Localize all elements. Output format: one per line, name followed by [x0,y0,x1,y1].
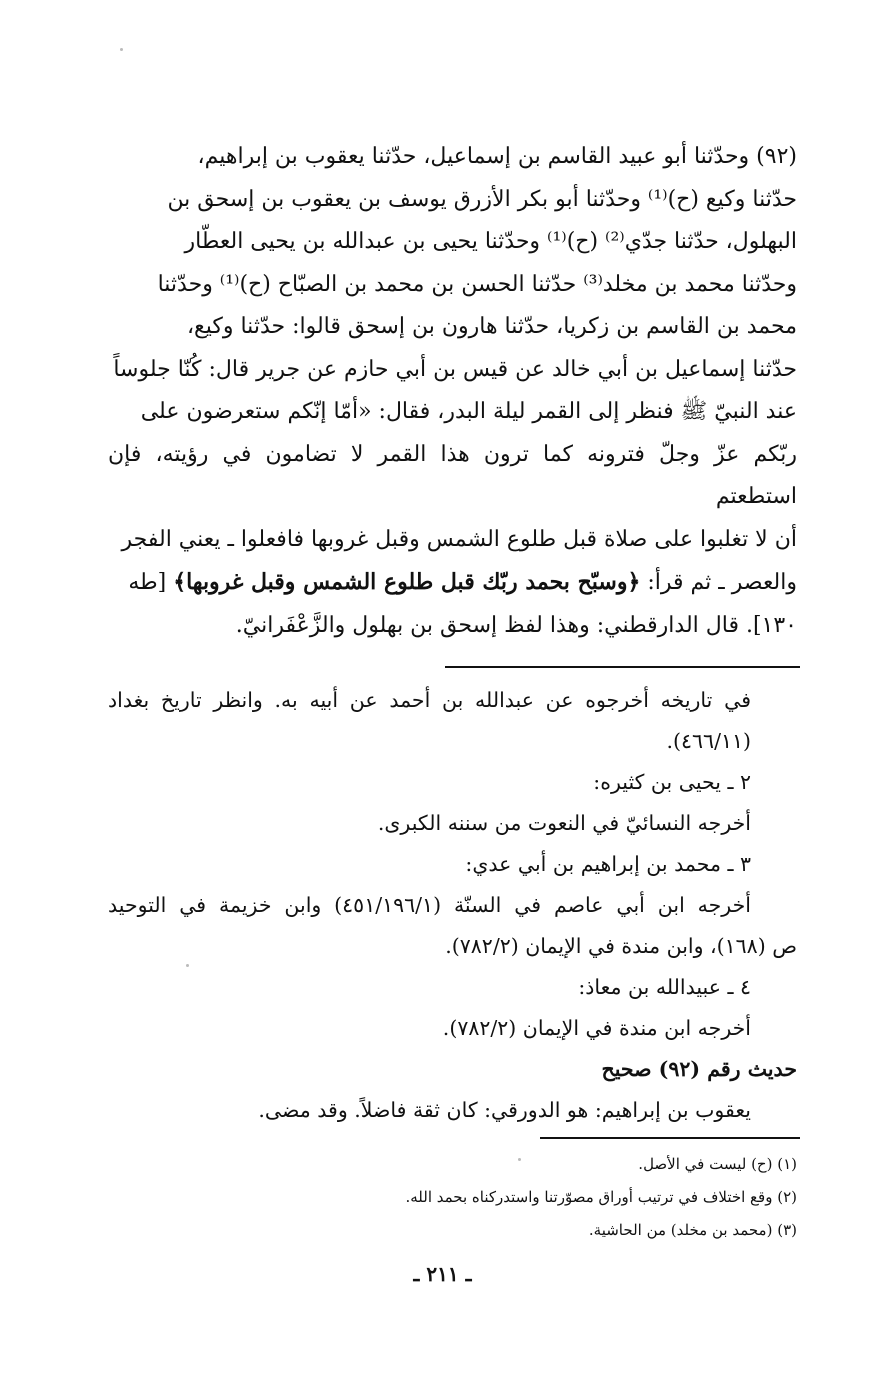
note-line: أخرجه ابن أبي عاصم في السنّة (٤٥١/١٩٦/١) وابن خزيمة في التوحيد [108,893,751,917]
hadith-text [108,136,797,647]
takhrij-notes [108,680,797,1131]
scan-speck [120,48,123,51]
hadith-line-start: والعصر ـ ثم قرأ: [640,570,797,595]
scan-speck [186,964,189,967]
note-line: أخرجه النسائيّ في النعوت من سننه الكبرى. [377,811,751,835]
notes-divider [445,666,800,668]
footnote: (١) (ح) ليست في الأصل. [638,1155,797,1173]
hadith-line: أن لا تغلبوا على صلاة قبل طلوع الشمس وقبل غروبها فافعلوا ـ يعني الفجر [121,526,797,552]
note-heading: ٣ ـ محمد بن إبراهيم بن أبي عدي: [465,852,751,876]
footnotes [108,1148,797,1247]
note-heading: ٤ ـ عبيدالله بن معاذ: [578,975,751,999]
hadith-line [108,561,797,605]
footnote: (٢) وقع اختلاف في ترتيب أوراق مصوّرتنا واستدركناه بحمد الله. [405,1188,797,1206]
hadith-line-end: [طه [128,570,174,595]
scan-speck [518,1158,521,1161]
hadith-line: حدّثنا إسماعيل بن أبي خالد عن قيس بن أبي حازم عن جرير قال: كُنّا جلوساً [113,356,797,382]
hadith-line: (٩٢) وحدّثنا أبو عبيد القاسم بن إسماعيل، حدّثنا يعقوب بن إبراهيم، [197,144,797,169]
footnotes-divider [540,1137,800,1139]
quran-quote: ﴿وسبّح بحمد ربّك قبل طلوع الشمس وقبل غروبها﴾ [173,569,641,595]
hadith-line: ١٣٠]. قال الدارقطني: وهذا لفظ إسحق بن بهلول والزَّعْفَرانيّ. [235,612,797,638]
note-line: ص (١٦٨)، وابن مندة في الإيمان (٧٨٢/٢). [445,934,797,958]
grade-heading: حديث رقم (٩٢) صحيح [601,1057,797,1081]
note-heading: ٢ ـ يحيى بن كثيره: [593,770,751,794]
note-line: (٤٦٦/١١). [666,729,751,753]
note-line: أخرجه ابن مندة في الإيمان (٧٨٢/٢). [442,1016,751,1040]
footnote: (٣) (محمد بن مخلد) من الحاشية. [588,1221,797,1239]
hadith-line: عند النبيّ ﷺ فنظر إلى القمر ليلة البدر، فقال: «أمّا إنّكم ستعرضون على [140,399,797,424]
note-line: في تاريخه أخرجوه عن عبدالله بن أحمد عن أبيه به. وانظر تاريخ بغداد [108,688,751,712]
hadith-line: البهلول، حدّثنا جدّي⁽²⁾ (ح)⁽¹⁾ وحدّثنا يحيى بن عبدالله بن يحيى العطّار [184,229,797,254]
hadith-line: ربّكم عزّ وجلّ فترونه كما ترون هذا القمر لا تضامون في رؤيته، فإن استطعتم [108,441,797,509]
page-number: ـ ٢١١ ـ [413,1262,472,1286]
narrator-comment: يعقوب بن إبراهيم: هو الدورقي: كان ثقة فاضلاً. وقد مضى. [258,1098,751,1122]
hadith-line: حدّثنا وكيع (ح)⁽¹⁾ وحدّثنا أبو بكر الأزرق يوسف بن يعقوب بن إسحق بن [167,186,797,212]
hadith-line: محمد بن القاسم بن زكريا، حدّثنا هارون بن إسحق قالوا: حدّثنا وكيع، [186,314,797,339]
hadith-line: وحدّثنا محمد بن مخلد⁽³⁾ حدّثنا الحسن بن محمد بن الصبّاح (ح)⁽¹⁾ وحدّثنا [157,271,797,297]
